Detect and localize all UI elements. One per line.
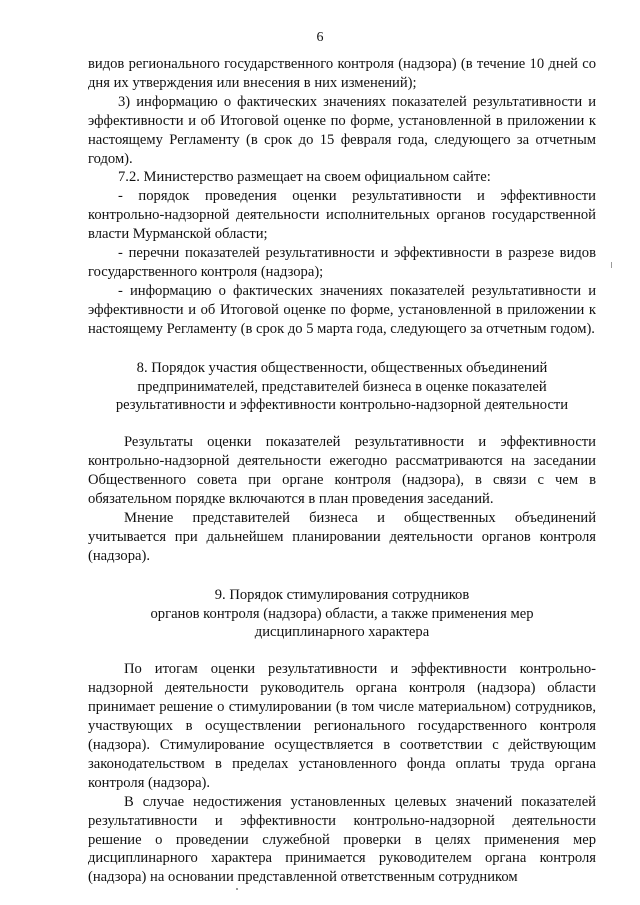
section-9-heading-line: дисциплинарного характера (254, 624, 430, 641)
section-9-paragraph: По итогам оценки результативности и эффективности контрольно-надзорной деятельности руководитель органа контроля (надзора) области принимает решение о стимулировании (в том числе материальном) сотрудников, участвующих в осуществлении регионального государственного контроля (надзора). Стимулирование осуществляется в соответствии с действующим законодательством в пределах установленного фонда оплаты труда органа контроля (надзора). (88, 661, 596, 791)
paragraph-7-2: 7.2. Министерство размещает на своем официальном сайте: (118, 169, 491, 186)
list-item-procedure: - порядок проведения оценки результативности и эффективности контрольно-надзорной деятельности исполнительных органов государственной власти Мурманской области; (88, 188, 596, 243)
spacer (88, 339, 596, 359)
section-9-heading (88, 586, 596, 643)
section-8-paragraph: Результаты оценки показателей результативности и эффективности контрольно-надзорной деятельности ежегодно рассматриваются на заседании Общественного совета при органе контроля (надзора), в связи с чем в обязательном порядке включаются в план проведения заседаний. (88, 434, 596, 508)
scan-mark (236, 888, 238, 890)
spacer (88, 415, 596, 433)
document-body (88, 55, 596, 887)
section-9-heading-line: органов контроля (надзора) области, а также применения мер (150, 605, 534, 622)
paragraph-item-3: 3) информацию о фактических значениях показателей результативности и эффективности и об Итоговой оценке по форме, установленной в приложении к настоящему Регламенту (в срок до 15 февраля года, следующего за отчетным годом). (88, 93, 596, 167)
spacer (88, 642, 596, 660)
list-item-actual-values: - информацию о фактических значениях показателей результативности и эффективности и об Итоговой оценке по форме, установленной в приложении к настоящему Регламенту (в срок до 5 марта года, следующего за отчетным годом). (88, 282, 596, 337)
paragraph-continued: видов регионального государственного контроля (надзора) (в течение 10 дней со дня их утверждения или внесения в них изменений); (88, 56, 596, 91)
spacer (88, 566, 596, 586)
list-item-indicators: - перечни показателей результативности и эффективности в разрезе видов государственного контроля (надзора); (88, 245, 596, 280)
scan-mark (611, 262, 612, 268)
section-8-heading-line: предпринимателей, представителей бизнеса в оценке показателей (137, 378, 547, 395)
section-8-heading-line: результативности и эффективности контрольно-надзорной деятельности (115, 397, 569, 414)
section-8-heading-line: 8. Порядок участия общественности, общественных объединений (136, 359, 548, 376)
section-9-heading-line: 9. Порядок стимулирования сотрудников (214, 586, 470, 603)
page-number: 6 (316, 30, 324, 45)
section-8-paragraph: Мнение представителей бизнеса и общественных объединений учитывается при дальнейшем планировании деятельности органов контроля (надзора). (88, 509, 596, 564)
section-8-heading (88, 359, 596, 416)
section-9-paragraph: В случае недостижения установленных целевых значений показателей результативности и эффективности контрольно-надзорной деятельности решение о проведении служебной проверки в целях применения мер дисциплинарного характера принимается руководителем органа контроля (надзора) на основании представленной ответственным сотрудником (88, 793, 596, 886)
